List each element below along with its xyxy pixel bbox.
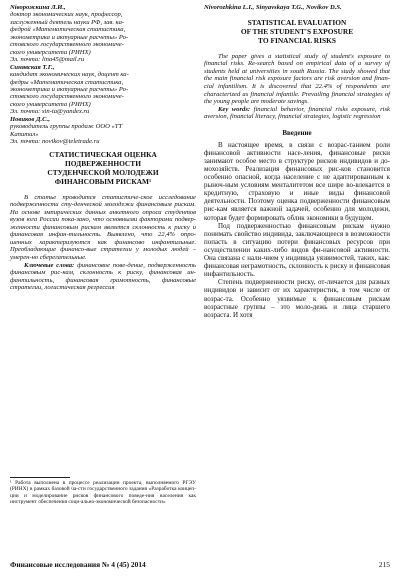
author-name: Синявская Т.Г., bbox=[10, 63, 55, 71]
keywords-ru bbox=[10, 262, 196, 292]
author-line: руководитель группы продаж ООО «ТТ bbox=[10, 123, 123, 131]
left-column bbox=[10, 4, 196, 292]
author-line: стовского государственного экономиче- bbox=[10, 41, 124, 49]
title-line: OF THE STUDENT'S EXPOSURE bbox=[240, 26, 354, 36]
keywords-en bbox=[204, 106, 390, 121]
author-line: ского университета (РИНХ) bbox=[10, 48, 91, 56]
body-paragraph: Степень подверженности риску, от-личается для разных индивидов и зависит от их характеристик, в том числе от возрас-та. Особенно уязвимые к финансовым рискам возрастные группы – это моло-дежь и лица старшего возраста. И хотя bbox=[204, 278, 390, 319]
author-email[interactable]: Эл. почта: sin-ta@yandex.ru bbox=[10, 108, 90, 116]
title-line: TO FINANCIAL RISKS bbox=[258, 35, 336, 45]
author-line: эконометрика и актуарные расчеты» Ро- bbox=[10, 85, 129, 93]
keywords-label: Key words: bbox=[218, 105, 251, 113]
article-title-en bbox=[206, 18, 388, 45]
keywords-text: финансовое пове-дение, подверженность финансовым рис-кам, склонность к риску, финансовая ин-фантильность, финансовая грамотность, финансовые стратегии, логистическая регрессия bbox=[10, 261, 196, 292]
author-info-2 bbox=[10, 64, 196, 116]
author-line: федрой «Математическая статистика, bbox=[10, 26, 126, 34]
journal-footer: Финансовые исследования № 4 (45) 2014 bbox=[10, 560, 146, 569]
author-info-3 bbox=[10, 116, 196, 146]
author-line: Капитал» bbox=[10, 130, 39, 138]
author-info-1 bbox=[10, 4, 196, 64]
section-heading-intro: Введение bbox=[282, 128, 312, 137]
title-line: СТАТИСТИЧЕСКАЯ ОЦЕНКА bbox=[49, 149, 157, 159]
author-line: доктор экономических наук, профессор, bbox=[10, 11, 123, 19]
author-line: кандидат экономических наук, доцент ка- bbox=[10, 71, 129, 79]
article-title-ru bbox=[14, 150, 192, 186]
footnote-rule bbox=[10, 477, 70, 478]
author-email[interactable]: Эл. почта: lina45@mail.ru bbox=[10, 56, 85, 64]
title-line: СТУДЕНЧЕСКОЙ МОЛОДЕЖИ bbox=[47, 167, 159, 177]
title-line: ФИНАНСОВЫМ РИСКАМ¹ bbox=[54, 176, 152, 186]
body-paragraph: Под подверженностью финансовым рискам нужно понимать свойство индивида, заключающееся в возможности попасть в ситуацию потери финансовых ресурсов при осуществлении каких-либо видов фи-нансовой активности. Она связана с нали-чием у индивида уязвимостей, таких, как: финансовая неграмотность, склонность к риску и финансовая инфантильность. bbox=[204, 221, 390, 279]
page-number: 215 bbox=[378, 560, 390, 569]
author-name: Niворожкина Л.И., bbox=[10, 4, 66, 11]
body-paragraph: В настоящее время, в связи с возрас-танием роли финансовой активности насе-ления, финансовые риски занимают особое место в структуре рисков индивидов и до-мохозяйств. Реализация финансовых рис-ков становится особенно опасной, когда население с не адаптированным к рыноч-ным условиям менталитетом все шире во-влекается в кредитную, страховую и иные виды финансовой деятельности. Поэтому оценка подверженности финансовым рис-кам является важной задачей, особенно для молодежи, которая будет формировать облик экономики в будущем. bbox=[204, 140, 390, 222]
author-line: заслуженный деятель науки РФ, зав. ка- bbox=[10, 18, 125, 26]
author-email[interactable]: Эл. почта: novikov@teletrade.ru bbox=[10, 138, 100, 146]
author-line: федры «Математическая статистика, bbox=[10, 78, 124, 86]
author-line: эконометрика и актуарные расчеты» Ро- bbox=[10, 33, 129, 41]
title-line: STATISTICAL EVALUATION bbox=[247, 17, 347, 27]
footnote: ¹ Работа выполнена в процессе реализации проекта, выполняемого РГЭУ (РИНХ) в рамках базовой ча-сти государственного задания «Разработка концеп-ции и моделирование рисков финансового поведе-ния населения как инструмент обеспечения соци-ально-экономической безопасности» bbox=[10, 480, 196, 505]
keywords-label: Ключевые слова: bbox=[24, 261, 75, 269]
author-line: стовского государственного экономиче- bbox=[10, 93, 124, 101]
author-line: ского университета (РИНХ) bbox=[10, 100, 91, 108]
authors-en: Nivorozhkina L.I., Sinyavskaya T.G., Novikov D.S. bbox=[204, 4, 342, 11]
title-line: ПОДВЕРЖЕННОСТИ bbox=[65, 158, 141, 168]
abstract-ru: В статье проводится статистиче-ское исследование подверженности сту-денческой молодежи финансовым рискам. На основе эмпирических данных анкетного опроса студентов вузов юга России пока-зано, что основными факторами подвер-женности финансовым рискам является склонность к риску и финансовая инфан-тильность. Выявлено, что 22,4% опро-шенных характеризуются как финансово инфантильные. Преобладающие финансо-вые стратегии у молодых людей – умерен-но сберегательные. bbox=[10, 193, 196, 261]
keywords-text: financial behavior, financial risks exposure, risk aversion, financial literacy, financial strategies, logistic regression bbox=[204, 105, 390, 121]
right-column bbox=[204, 4, 390, 319]
abstract-en: The paper gives a statistical study of student's exposure to financial risks. Re-search based on empirical data of a survey of students held at universities in south Russia. The study showed that the main financial risk exposure factors are risk aversion and finan-cial infantilism. It is discovered that 22.4% of respondents are characterized as financial infantile. Prevailing financial strategies of the young people are moderate savings. bbox=[204, 52, 390, 106]
author-name: Новиков Д.С., bbox=[10, 115, 50, 123]
